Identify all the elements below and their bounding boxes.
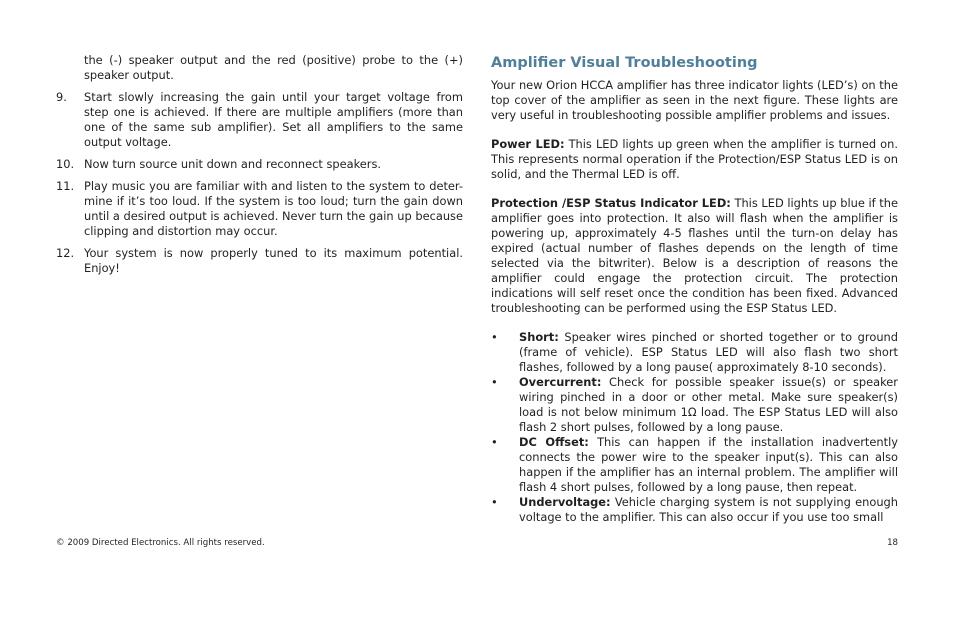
bullet-icon: • <box>491 375 498 389</box>
step-text: Your system is now properly tuned to its maximum potential. Enjoy! <box>84 246 463 275</box>
step-number: 10. <box>56 157 75 171</box>
cause-label: Short: <box>519 330 559 344</box>
step-item <box>56 157 463 172</box>
list-item <box>491 375 898 435</box>
protection-led-text: This LED lights up blue if the amplifier goes into protection. It also will flash when the amplifier is powering up, approximately 4-5 flashes until the turn-on delay has expired (actual number of flashes depends on the length of time selected via the bitwriter). Below is a description of reasons the amplifier could engage the protection circuit. The protection indications will self reset once the condition has been fixed. Advanced troubleshooting can be performed using the ESP Status LED. <box>491 196 898 315</box>
step-number: 9. <box>56 90 67 104</box>
step-item <box>56 90 463 150</box>
step-text: Now turn source unit down and reconnect speakers. <box>84 157 382 171</box>
list-item <box>491 330 898 375</box>
cause-label: DC Offset: <box>519 435 589 449</box>
step-text: Start slowly increasing the gain until your target voltage from step one is achieved. If there are multiple amplifiers (more than one of the same sub amplifier). Set all amplifiers to the same output voltage. <box>84 90 463 149</box>
cause-text: Check for possible speaker issue(s) or speaker wiring pinched in a door or other metal. Make sure speaker(s) load is not below minimum 1Ω load. The ESP Status LED will also flash 2 short pulses, followed by a long pause. <box>519 375 898 434</box>
cause-text: Speaker wires pinched or shorted together or to ground (frame of vehicle). ESP Status LED will also flash two short flashes, followed by a long pause( approximately 8-10 seconds). <box>519 330 898 374</box>
cause-text: Vehicle charging system is not supplying enough voltage to the amplifier. This can also occur if you use too small <box>519 495 898 524</box>
protection-led-label: Protection /ESP Status Indicator LED: <box>491 196 731 210</box>
bullet-icon: • <box>491 495 498 509</box>
section-heading: Amplifier Visual Troubleshooting <box>491 55 758 71</box>
protection-led-paragraph <box>491 196 898 316</box>
power-led-text: This LED lights up green when the amplifier is turned on. This represents normal operation if the Protection/ESP Status LED is on solid, and the Thermal LED is off. <box>491 137 898 181</box>
bullet-icon: • <box>491 330 498 344</box>
list-item <box>491 435 898 495</box>
left-column <box>56 53 463 283</box>
step-number: 11. <box>56 179 75 193</box>
cause-text: This can happen if the installation inadvertently connects the power wire to the speaker input(s). This can also happen if the amplifier has an internal problem. The amplifier will flash 4 short pulses, followed by a long pause, then repeat. <box>519 435 898 494</box>
power-led-label: Power LED: <box>491 137 565 151</box>
bullet-icon: • <box>491 435 498 449</box>
power-led-paragraph <box>491 137 898 182</box>
step-item <box>56 179 463 239</box>
step-number: 12. <box>56 246 75 260</box>
step-item <box>56 246 463 276</box>
copyright-notice: © 2009 Directed Electronics. All rights reserved. <box>56 538 265 548</box>
page-number: 18 <box>887 538 898 548</box>
step-text: Play music you are familiar with and listen to the system to deter-mine if it’s too loud. If the system is too loud; turn the gain down until a desired output is achieved. Never turn the gain up because clipping and distortion may occur. <box>84 179 463 238</box>
intro-paragraph: Your new Orion HCCA amplifier has three indicator lights (LED’s) on the top cover of the amplifier as seen in the next figure. These lights are very useful in troubleshooting possible amplifier problems and issues. <box>491 78 898 122</box>
protection-causes-list <box>491 330 898 525</box>
cause-label: Overcurrent: <box>519 375 602 389</box>
list-item <box>491 495 898 525</box>
cause-label: Undervoltage: <box>519 495 611 509</box>
step-continuation: the (-) speaker output and the red (positive) probe to the (+) speaker output. <box>84 53 463 82</box>
right-column <box>491 53 898 525</box>
